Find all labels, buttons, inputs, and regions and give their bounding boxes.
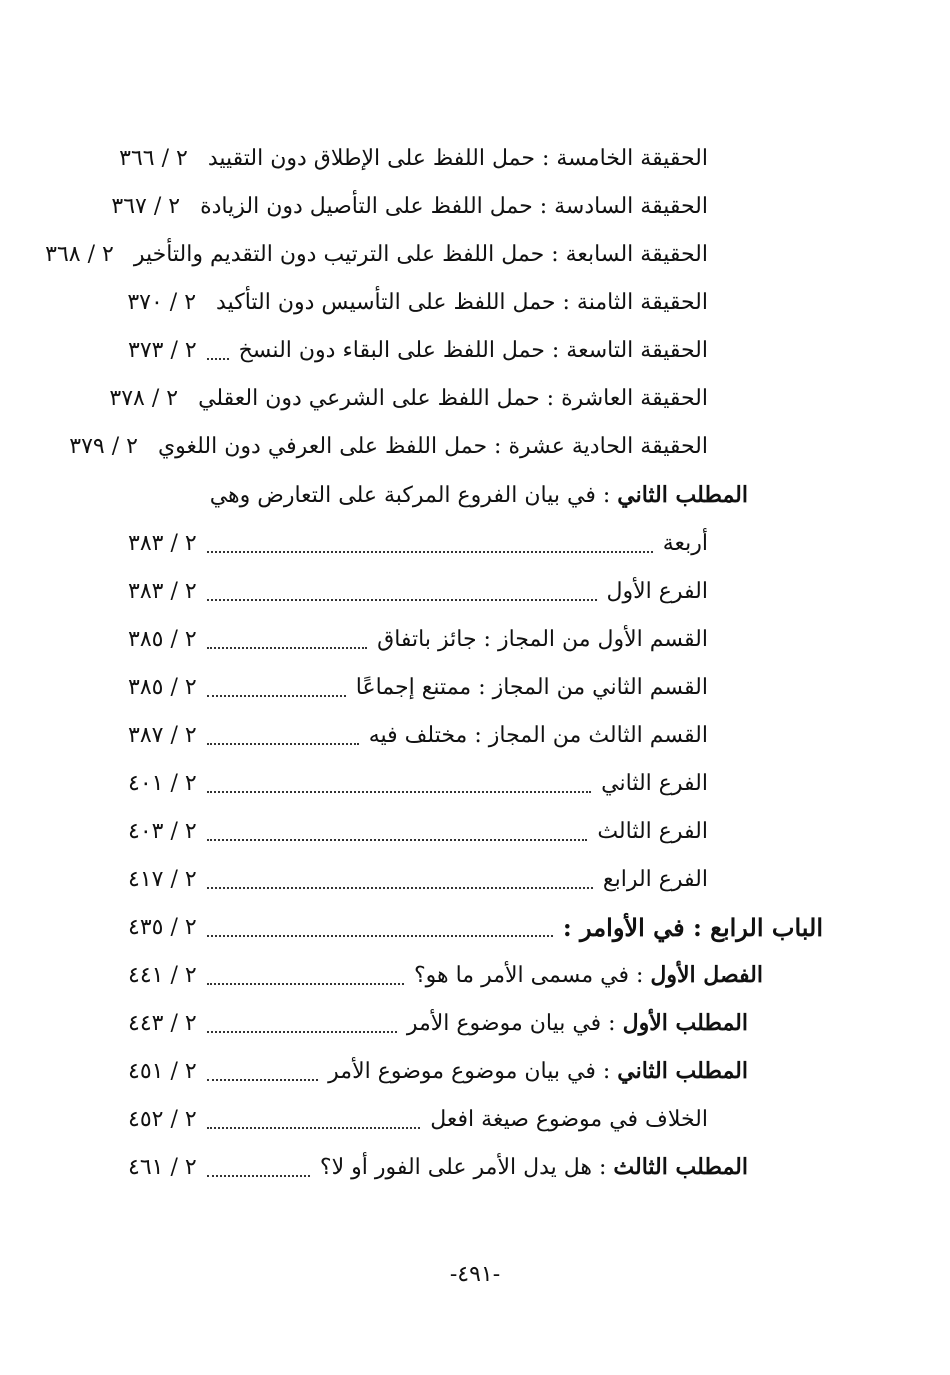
toc-entry-page: ٢ / ٤٥١ — [128, 1058, 197, 1084]
toc-entry[interactable] — [128, 1144, 748, 1190]
dot-leader — [207, 1073, 318, 1081]
toc-entry[interactable] — [128, 279, 708, 325]
toc-entry[interactable] — [128, 327, 708, 373]
dot-leader — [207, 641, 367, 649]
dot-leader — [207, 785, 591, 793]
toc-entry-title: الحقيقة الحادية عشرة : حمل اللفظ على العرفي دون اللغوي — [157, 433, 708, 459]
toc-entry-title — [320, 1154, 748, 1180]
dot-leader — [207, 977, 404, 985]
subsection-text: : في بيان الفروع المركبة على التعارض وهي — [209, 483, 618, 508]
dot-leader — [207, 1121, 421, 1129]
toc-entry[interactable] — [128, 664, 708, 710]
toc-entry[interactable] — [111, 183, 708, 229]
toc-entry-title: الحقيقة السابعة : حمل اللفظ على الترتيب دون التقديم والتأخير — [133, 241, 708, 267]
toc-entry-title: الحقيقة العاشرة : حمل اللفظ على الشرعي دون العقلي — [198, 385, 708, 411]
toc-entry-page: ٢ / ٤٤٣ — [128, 1010, 197, 1036]
toc-entry[interactable] — [128, 616, 708, 662]
toc-entry-title: الخلاف في موضوع صيغة افعل — [430, 1106, 708, 1132]
toc-entry[interactable] — [128, 952, 763, 998]
toc-entry-title: القسم الثاني من المجاز : ممتنع إجماعًا — [355, 674, 708, 700]
toc-entry[interactable] — [128, 520, 708, 566]
toc-entry-page: ٢ / ٤٠١ — [128, 770, 197, 796]
toc-entry-title: الباب الرابع : في الأوامر : — [562, 912, 823, 942]
subsection-label: المطلب الثاني — [617, 482, 748, 508]
toc-entry-page: ٢ / ٣٦٨ — [45, 241, 114, 267]
dot-leader — [207, 881, 593, 889]
toc-entry-page: ٢ / ٤١٧ — [128, 866, 197, 892]
dot-leader — [207, 1169, 310, 1177]
toc-entry[interactable] — [119, 135, 708, 181]
subsection-text: : في بيان موضوع موضوع الأمر — [328, 1059, 618, 1084]
toc-entry-page: ٢ / ٣٧٠ — [127, 289, 197, 315]
subsection-text: : في بيان موضوع الأمر — [406, 1011, 623, 1036]
page-number: -٤٩١- — [449, 1262, 501, 1287]
toc-entry[interactable] — [128, 568, 708, 614]
toc-entry[interactable] — [45, 231, 708, 277]
section-label: الفصل الأول — [650, 962, 763, 988]
toc-entry-page: ٢ / ٣٧٩ — [69, 433, 138, 459]
toc-entry-page: ٢ / ٤٥٢ — [128, 1106, 197, 1132]
toc-entry-page: ٢ / ٣٨٧ — [128, 722, 197, 748]
toc-entry-page: ٢ / ٣٦٧ — [111, 193, 181, 219]
toc-entry-title — [414, 962, 763, 988]
toc-entry-title: الفرع الثالث — [597, 818, 708, 844]
subsection-label: المطلب الثالث — [613, 1154, 748, 1180]
toc-entry-page: ٢ / ٤٠٣ — [128, 818, 197, 844]
toc-entry-page: ٢ / ٤٣٥ — [128, 914, 197, 940]
toc-entry-title: أربعة — [662, 530, 708, 556]
toc-entry-title: الحقيقة التاسعة : حمل اللفظ على البقاء دون النسخ — [238, 337, 708, 363]
toc-entry-page: ٢ / ٣٨٥ — [128, 674, 197, 700]
toc-entry[interactable] — [128, 1000, 748, 1046]
toc-entry-page: ٢ / ٣٧٣ — [128, 337, 197, 363]
toc-entry-page: ٢ / ٤٦١ — [128, 1154, 197, 1180]
dot-leader — [207, 833, 588, 841]
toc-entry[interactable] — [128, 1048, 748, 1094]
section-text: : في مسمى الأمر ما هو؟ — [413, 963, 651, 988]
dot-leader — [207, 352, 229, 360]
toc-entry-title: الفرع الأول — [606, 578, 708, 604]
toc-entry-page: ٢ / ٣٧٨ — [109, 385, 179, 411]
dot-leader — [207, 929, 553, 937]
toc-entry-title: الحقيقة الخامسة : حمل اللفظ على الإطلاق دون التقييد — [207, 145, 708, 171]
subsection-label: المطلب الأول — [622, 1010, 748, 1036]
dot-leader — [207, 545, 653, 553]
toc-entry[interactable] — [128, 712, 708, 758]
toc-heading — [128, 472, 748, 518]
dot-leader — [207, 689, 346, 697]
toc-chapter-entry[interactable] — [128, 904, 823, 950]
toc-entry-title: القسم الثالث من المجاز : مختلف فيه — [368, 722, 708, 748]
dot-leader — [207, 1025, 397, 1033]
toc-entry-title: الفرع الثاني — [601, 770, 708, 796]
toc-entry[interactable] — [109, 375, 708, 421]
dot-leader — [207, 737, 359, 745]
toc-entry-page: ٢ / ٣٨٣ — [128, 530, 197, 556]
toc-entry[interactable] — [128, 1096, 708, 1142]
toc-entry-title — [210, 482, 748, 508]
toc-entry[interactable] — [128, 760, 708, 806]
toc-entry[interactable] — [128, 856, 708, 902]
toc-entry-title — [407, 1010, 748, 1036]
subsection-label: المطلب الثاني — [617, 1058, 748, 1084]
toc-entry[interactable] — [69, 423, 708, 469]
toc-entry-title: الفرع الرابع — [602, 866, 708, 892]
toc-entry-title: الحقيقة السادسة : حمل اللفظ على التأصيل دون الزيادة — [200, 193, 708, 219]
dot-leader — [207, 593, 597, 601]
subsection-text: : هل يدل الأمر على الفور أو لا؟ — [319, 1155, 614, 1180]
toc-entry-title: الحقيقة الثامنة : حمل اللفظ على التأسيس دون التأكيد — [216, 289, 708, 315]
toc-entry-page: ٢ / ٤٤١ — [128, 962, 197, 988]
toc-entry-title: القسم الأول من المجاز : جائز باتفاق — [377, 626, 708, 652]
toc-entry-page: ٢ / ٣٦٦ — [119, 145, 188, 171]
toc-entry[interactable] — [128, 808, 708, 854]
toc-entry-page: ٢ / ٣٨٥ — [128, 626, 197, 652]
toc-entry-page: ٢ / ٣٨٣ — [128, 578, 197, 604]
toc-entry-title — [328, 1058, 748, 1084]
